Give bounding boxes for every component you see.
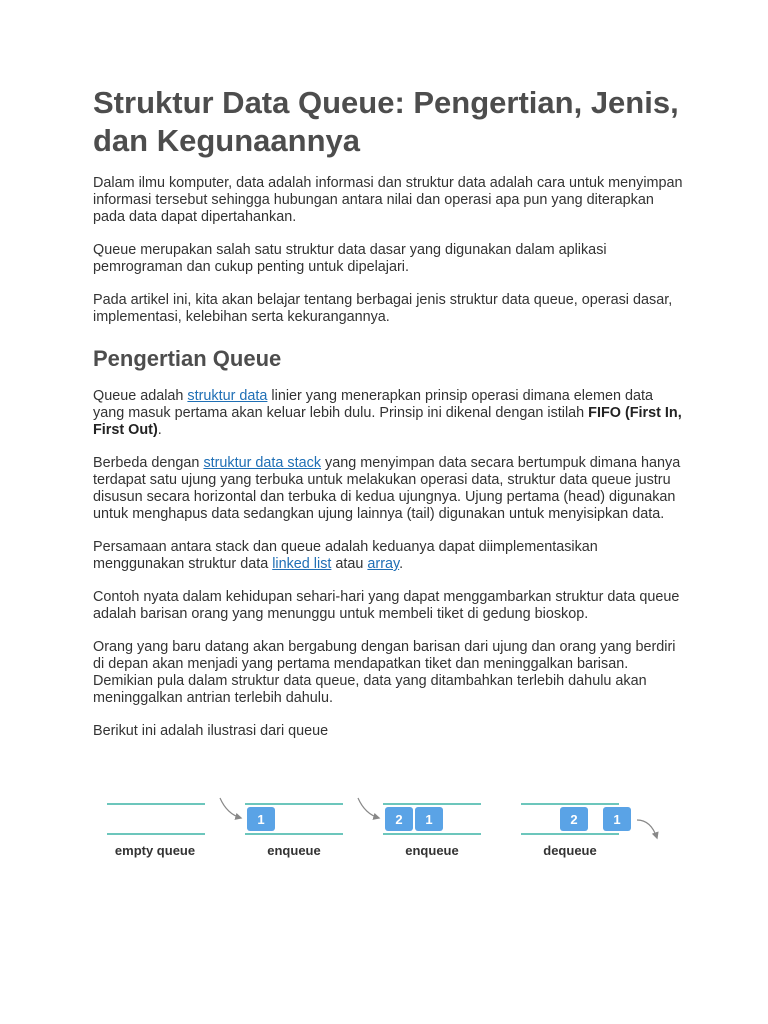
paragraph-illustration-intro: Berikut ini adalah ilustrasi dari queue xyxy=(93,723,329,739)
fifo-term: FIFO (First In, First Out) xyxy=(93,405,682,438)
arrow-in-icon xyxy=(358,798,379,818)
intro-paragraph-3: Pada artikel ini, kita akan belajar tentang berbagai jenis struktur data queue, operasi dasar, implementasi, kelebihan serta kekurangannya. xyxy=(93,292,673,325)
text: linier yang menerapkan prinsip operasi dimana elemen data yang masuk pertama akan keluar lebih dulu. Prinsip ini dikenal dengan istilah xyxy=(93,388,653,421)
article xyxy=(93,84,683,740)
queue-illustration xyxy=(93,790,683,870)
paragraph-definition xyxy=(93,388,683,439)
text: atau xyxy=(331,556,368,572)
stage-label: enqueue xyxy=(405,843,459,858)
link-struktur-data-stack[interactable]: struktur data stack xyxy=(203,455,322,471)
stage-label: empty queue xyxy=(114,843,196,858)
stage-label: enqueue xyxy=(267,843,321,858)
link-linked-list[interactable]: linked list xyxy=(272,556,332,572)
text: Queue adalah xyxy=(93,388,188,404)
queue-item-value: 1 xyxy=(425,812,433,827)
paragraph-stack-comparison xyxy=(93,455,683,523)
queue-item-value: 1 xyxy=(613,812,621,827)
queue-stage-empty xyxy=(107,804,205,858)
link-struktur-data[interactable]: struktur data xyxy=(187,388,268,404)
page-title: Struktur Data Queue: Pengertian, Jenis, dan Kegunaannya xyxy=(93,85,679,158)
text: . xyxy=(157,422,162,438)
intro-paragraph-1: Dalam ilmu komputer, data adalah informasi dan struktur data adalah cara untuk menyimpan informasi tersebut sehingga hubungan antara nilai dan operasi apa pun yang diterapkan pada data dapat dipertahankan. xyxy=(93,175,683,225)
stage-label: dequeue xyxy=(543,843,597,858)
queue-item-value: 2 xyxy=(395,812,403,827)
paragraph-example-detail: Orang yang baru datang akan bergabung dengan barisan dari ujung dan orang yang berdiri di depan akan menjadi yang pertama mendapatkan tiket dan meninggalkan barisan. Demikian pula dalam struktur data queue, data yang ditambahkan terlebih dahulu akan meninggalkan antrian terlebih dahulu. xyxy=(93,639,676,706)
paragraph-example: Contoh nyata dalam kehidupan sehari-hari yang dapat menggambarkan struktur data queue adalah barisan orang yang menunggu untuk membeli tiket di gedung bioskop. xyxy=(93,589,680,622)
arrow-in-icon xyxy=(220,798,241,818)
intro-paragraph-2: Queue merupakan salah satu struktur data dasar yang digunakan dalam aplikasi pemrograman dan cukup penting untuk dipelajari. xyxy=(93,242,607,275)
queue-item-value: 2 xyxy=(570,812,578,827)
link-array[interactable]: array xyxy=(367,556,400,572)
queue-stage-dequeue xyxy=(521,804,657,858)
section-heading: Pengertian Queue xyxy=(93,346,282,371)
queue-stage-enqueue-1 xyxy=(220,798,343,858)
text: Persamaan antara stack dan queue adalah keduanya dapat diimplementasikan menggunakan struktur data xyxy=(93,539,598,572)
text: Berbeda dengan xyxy=(93,455,204,471)
text: . xyxy=(399,556,404,572)
paragraph-implementation xyxy=(93,539,683,573)
arrow-out-icon xyxy=(637,820,657,838)
queue-stage-enqueue-2 xyxy=(358,798,481,858)
queue-item-value: 1 xyxy=(257,812,265,827)
text: yang menyimpan data secara bertumpuk dimana hanya terdapat satu ujung yang terbuka untuk melakukan operasi data, struktur data queue justru disusun secara horizontal dan terbuka di kedua ujungnya. Ujung pertama (head) digunakan untuk menghapus data sedangkan ujung lainnya (tail) digunakan untuk menyisipkan data. xyxy=(93,455,681,522)
